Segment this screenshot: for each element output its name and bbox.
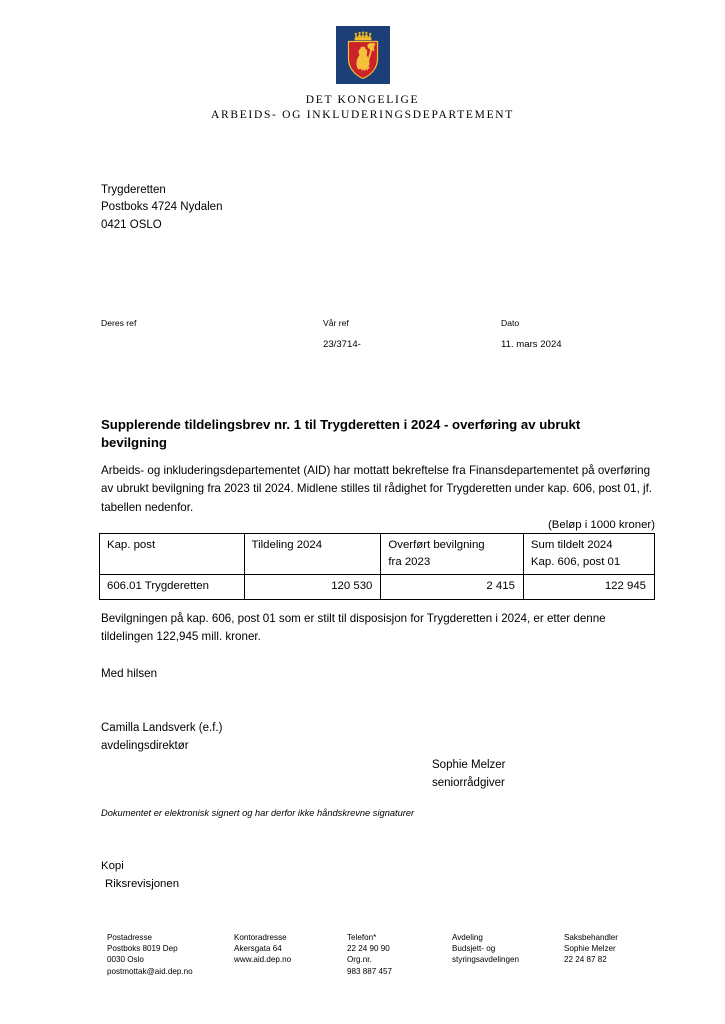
greeting-text: Med hilsen: [101, 667, 158, 680]
footer-department-line2: styringsavdelingen: [452, 955, 520, 965]
table-row: [100, 575, 655, 600]
intro-paragraph: Arbeids- og inkluderingsdepartementet (AID) har mottatt bekreftelse fra Finansdepartementet på overføring av ubrukt bevilgning fra 2023 til 2024. Midlene stilles til rådighet for Trygderetten under kap. 606, post 01, jf. tabellen nedenfor.: [101, 464, 653, 514]
footer-office-website[interactable]: www.aid.dep.no: [234, 955, 292, 965]
letterhead: [0, 26, 725, 123]
footer-office-heading: Kontoradresse: [234, 933, 287, 942]
footer-telephone-heading: Telefon*: [347, 933, 377, 942]
header-sum-line1: Sum tildelt 2024: [530, 539, 613, 551]
header-kap-post: Kap. post: [100, 534, 245, 575]
signature-right-title: seniorrådgiver: [432, 777, 505, 790]
footer-postal-heading: Postadresse: [107, 933, 152, 942]
header-tildeling-2024: Tildeling 2024: [244, 534, 381, 575]
header-overfort-line1: Overført bevilgning: [388, 539, 485, 551]
footer-orgnr-heading: Org.nr.: [347, 955, 372, 965]
recipient-city: 0421 OSLO: [101, 218, 162, 231]
footer-postal-email[interactable]: postmottak@aid.dep.no: [107, 966, 193, 976]
copy-recipient: Riksrevisjonen: [105, 878, 180, 891]
header-overfort-line2: fra 2023: [388, 555, 431, 568]
deres-ref-label: Deres ref: [101, 318, 137, 328]
footer-office-line1: Akersgata 64: [234, 944, 282, 954]
recipient-address: [101, 182, 222, 234]
footer-postal-address: [107, 932, 193, 977]
signature-left: [101, 719, 222, 756]
allocation-table: [99, 533, 655, 600]
header-sum-line2: Kap. 606, post 01: [530, 555, 621, 568]
var-ref-value: 23/3714-: [323, 339, 361, 350]
var-ref-label: Vår ref: [323, 318, 349, 328]
cell-overfort-fra-2023: 2 415: [381, 575, 524, 600]
signature-right-name: Sophie Melzer: [432, 759, 506, 771]
footer-case-officer: [564, 932, 618, 966]
signature-right: [432, 756, 506, 793]
footer-department-heading: Avdeling: [452, 933, 483, 942]
footer-department: [452, 932, 519, 966]
dato-label: Dato: [501, 318, 520, 328]
footer-telephone: [347, 932, 392, 977]
department-name: [0, 93, 725, 123]
dato-column: [501, 317, 562, 351]
page-title: Supplerende tildelingsbrev nr. 1 til Trygderetten i 2024 - overføring av ubrukt bevilgning: [101, 417, 581, 450]
reference-row: [101, 317, 661, 357]
header-overfort-bevilgning: [381, 534, 524, 575]
cell-kap-post: 606.01 Trygderetten: [100, 575, 245, 600]
footer-case-officer-phone: 22 24 87 82: [564, 955, 607, 965]
table-caption: (Beløp i 1000 kroner): [548, 519, 655, 531]
footer-case-officer-name: Sophie Melzer: [564, 944, 616, 954]
after-table-paragraph: Bevilgningen på kap. 606, post 01 som er stilt til disposisjon for Trygderetten i 2024, er etter denne tildelingen 122,945 mill. kroner.: [101, 612, 606, 644]
department-line-royal: DET KONGELIGE: [305, 94, 420, 106]
cell-tildeling-2024: 120 530: [244, 575, 381, 600]
var-ref-column: [323, 317, 361, 351]
footer-telephone-number: 22 24 90 90: [347, 944, 390, 954]
footer-case-officer-heading: Saksbehandler: [564, 933, 618, 942]
coat-of-arms-logo: [336, 26, 390, 84]
dato-value: 11. mars 2024: [501, 339, 562, 350]
cell-sum-tildelt-2024: 122 945: [523, 575, 654, 600]
department-line-ministry: ARBEIDS- OG INKLUDERINGSDEPARTEMENT: [210, 109, 515, 121]
norwegian-coat-of-arms-icon: [336, 26, 390, 84]
footer-postal-line1: Postboks 8019 Dep: [107, 944, 178, 954]
header-sum-tildelt: [523, 534, 654, 575]
electronic-signature-note: Dokumentet er elektronisk signert og har derfor ikke håndskrevne signaturer: [101, 808, 415, 818]
recipient-po-box: Postboks 4724 Nydalen: [101, 201, 223, 214]
copy-section: [101, 857, 179, 894]
signature-left-title: avdelingsdirektør: [101, 740, 189, 753]
deres-ref-column: [101, 317, 136, 339]
table-header-row: [100, 534, 655, 575]
copy-label: Kopi: [101, 860, 124, 872]
footer-postal-line2: 0030 Oslo: [107, 955, 144, 965]
footer-orgnr-value: 983 887 457: [347, 966, 393, 976]
footer-department-line1: Budsjett- og: [452, 944, 496, 954]
footer-office-address: [234, 932, 291, 966]
signature-left-name: Camilla Landsverk (e.f.): [101, 722, 223, 734]
recipient-name: Trygderetten: [101, 184, 166, 196]
